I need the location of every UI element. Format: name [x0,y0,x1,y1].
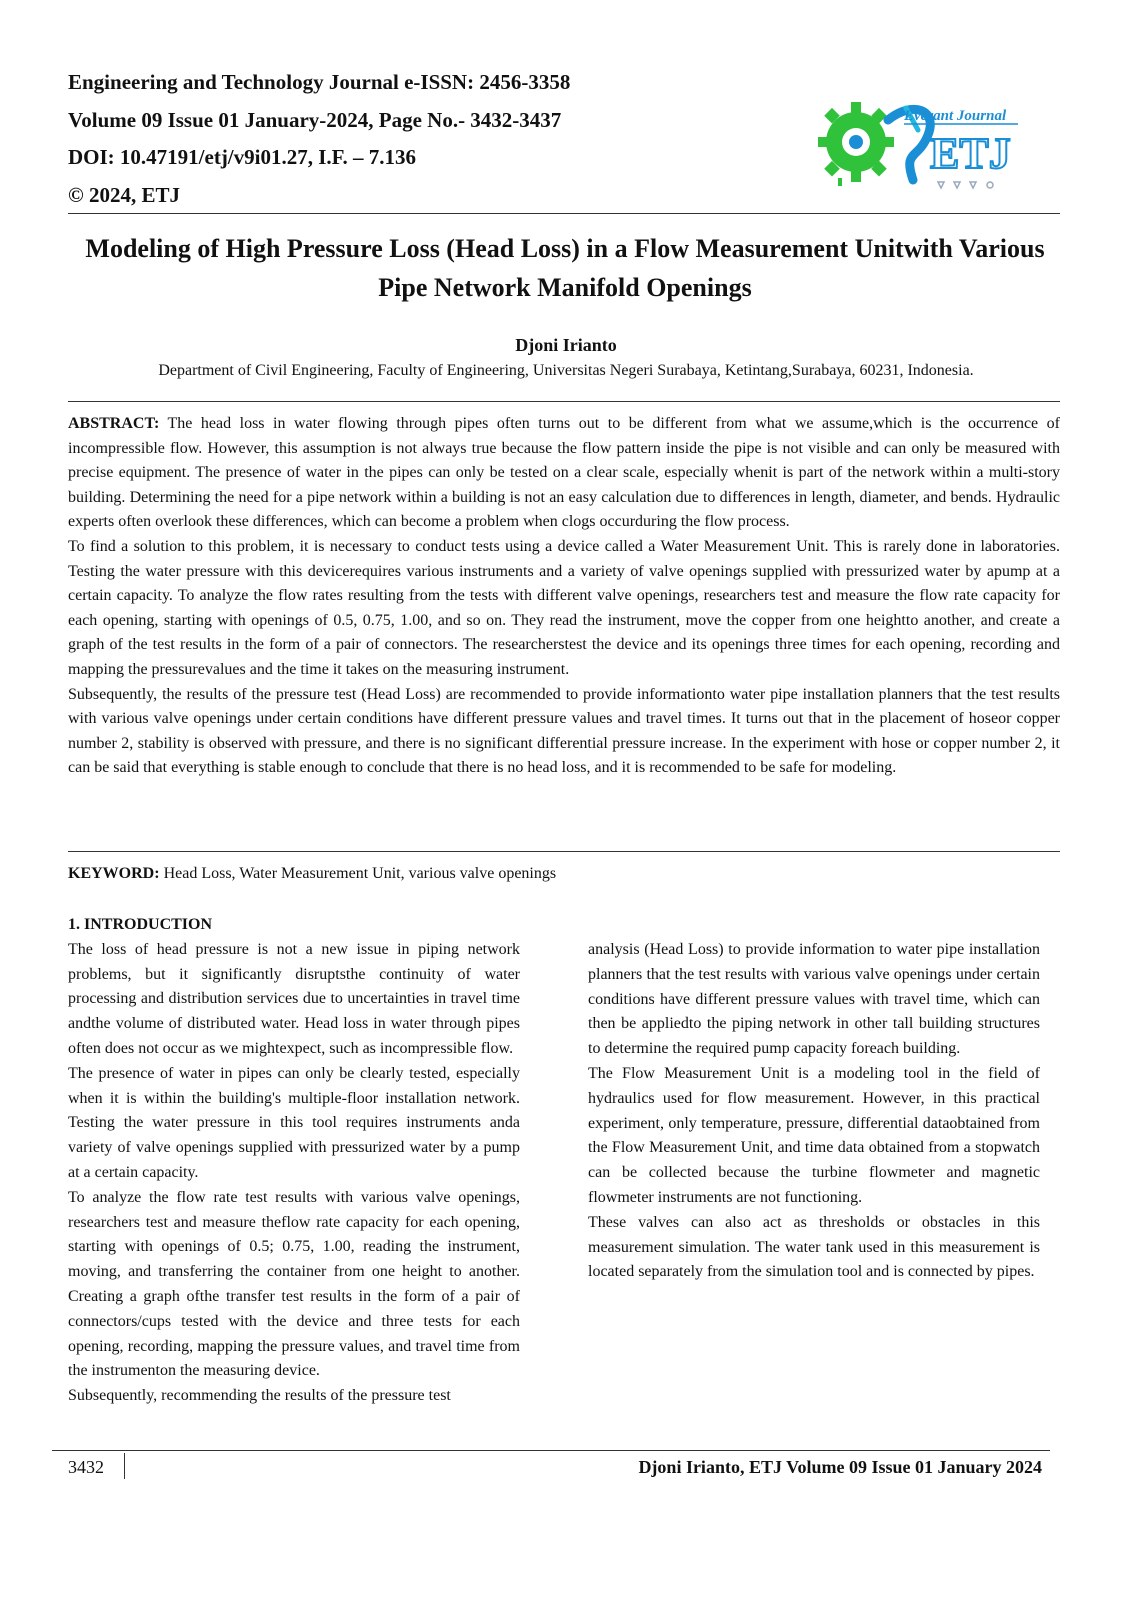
etj-logo-graphic [818,90,1028,195]
page-number: 3432 [68,1457,104,1477]
intro-paragraph: Subsequently, recommending the results of the pressure test [68,1387,451,1405]
intro-paragraph: The presence of water in pipes can only be clearly tested, especially when it is within the building's multiple-floor installation network. Testing the water pressure in this tool requires instruments anda variety of valve openings supplied with pressurized water by a pump at a certain capacity. [68,1064,520,1181]
author-name: Djoni Irianto [515,335,617,355]
volume-info: Volume 09 Issue 01 January-2024, Page No.- 3432-3437 [68,107,562,132]
footer-divider [52,1450,1050,1451]
abstract-bottom-rule [68,851,1060,852]
logo-tagline: Everant Journal [904,108,1007,124]
intro-paragraph: These valves can also act as thresholds or obstacles in this measurement simulation. The water tank used in this measurement is located separately from the simulation tool and is connected by pipes. [588,1213,1040,1281]
intro-left-column [68,913,520,1409]
abstract-top-rule [68,401,1060,402]
etj-logo [818,90,1028,195]
footer-citation: Djoni Irianto, ETJ Volume 09 Issue 01 January 2024 [638,1457,1042,1477]
intro-paragraph: analysis (Head Loss) to provide information to water pipe installation planners that the test results with various valve openings under certain conditions have different pressure values with travel time, which can then be appliedto the piping network in other tall building structures to determine the required pump capacity foreach building. [588,941,1040,1058]
intro-paragraph: The Flow Measurement Unit is a modeling tool in the field of hydraulics used for flow measurement. However, in this practical experiment, only temperature, pressure, differential dataobtained from the Flow Measurement Unit, and time data obtained from a stopwatch can be collected because the turbine flowmeter and magnetic flowmeter instruments are not functioning. [588,1064,1040,1206]
abstract-paragraph-2: To find a solution to this problem, it is necessary to conduct tests using a device called a Water Measurement Unit. This is rarely done in laboratories. Testing the water pressure with this devicerequires various instruments and a variety of valve openings supplied with pressurized water by apump at a certain capacity. To analyze the flow rates resulting from the tests with different valve openings, researchers test and measure the flow rate capacity for each opening, starting with openings of 0.5, 0.75, 1.00, and so on. They read the instrument, move the copper from one heightto another, and create a graph of the test results in the form of a pair of connectors. The researcherstest the device and its openings three times for each opening, recording and mapping the pressurevalues and the time it takes on the measuring instrument. [68,537,1060,678]
doi-info: DOI: 10.47191/etj/v9i01.27, I.F. – 7.136 [68,145,417,169]
paper-title: Modeling of High Pressure Loss (Head Loss) in a Flow Measurement Unitwith Various Pipe Network Manifold Openings [85,234,1045,302]
author-affiliation: Department of Civil Engineering, Faculty of Engineering, Universitas Negeri Surabaya, Ketintang,Surabaya, 60231, Indonesia. [158,362,974,379]
keyword-text: Head Loss, Water Measurement Unit, various valve openings [163,865,557,882]
abstract-paragraph-3: Subsequently, the results of the pressure test (Head Loss) are recommended to provide informationto water pipe installation planners that the test results with various valve openings under certain conditions have different pressure values and travel times. It turns out that in the placement of hoseor copper number 2, stability is observed with pressure, and there is no significant differential pressure increase. In the experiment with hose or copper number 2, it can be said that everything is stable enough to conclude that there is no head loss, and it is recommended to be safe for modeling. [68,685,1060,777]
intro-paragraph: The loss of head pressure is not a new issue in piping network problems, but it significantly disruptsthe continuity of water processing and distribution services due to uncertainties in travel time andthe volume of distributed water. Head loss in water through pipes often does not occur as we mightexpect, such as incompressible flow. [68,940,520,1057]
abstract [68,412,1060,781]
gear-icon [818,102,894,182]
intro-paragraph: To analyze the flow rate test results with various valve openings, researchers test and measure theflow rate capacity for each opening, starting with openings of 0.5; 0.75, 1.00, reading the instrument, moving, and transferring the container from one height to another. Creating a graph ofthe transfer test results in the form of a pair of connectors/cups tested with the device and three tests for each opening, recording, mapping the pressure values, and travel time from the instrumenton the measuring device. [68,1188,520,1380]
journal-name: Engineering and Technology Journal e-ISSN: 2456-3358 [68,70,571,94]
copyright: © 2024, ETJ [68,182,180,207]
page-number-separator [124,1453,125,1479]
intro-right-column [588,938,1040,1285]
abstract-paragraph-1 [68,412,1060,535]
logo-mark: ETJ [930,129,1011,178]
abstract-label: ABSTRACT: [68,415,160,432]
abstract-text-1: The head loss in water flowing through pipes often turns out to be different from what we assume,which is the occurrence of incompressible flow. However, this assumption is not always true because the flow pattern inside the pipe is not visible and can only be measured with precise equipment. The presence of water in the pipes can only be tested on a clear scale, especially whenit is part of the network within a multi-story building. Determining the need for a pipe network within a building is not an easy calculation due to differences in length, diameter, and bends. Hydraulic experts often overlook these differences, which can become a problem when clogs occurduring the flow process. [68,415,1061,531]
keyword-label: KEYWORD: [68,865,160,882]
section-heading: 1. INTRODUCTION [68,916,213,933]
header-divider [68,213,1060,214]
keywords [68,862,1060,886]
